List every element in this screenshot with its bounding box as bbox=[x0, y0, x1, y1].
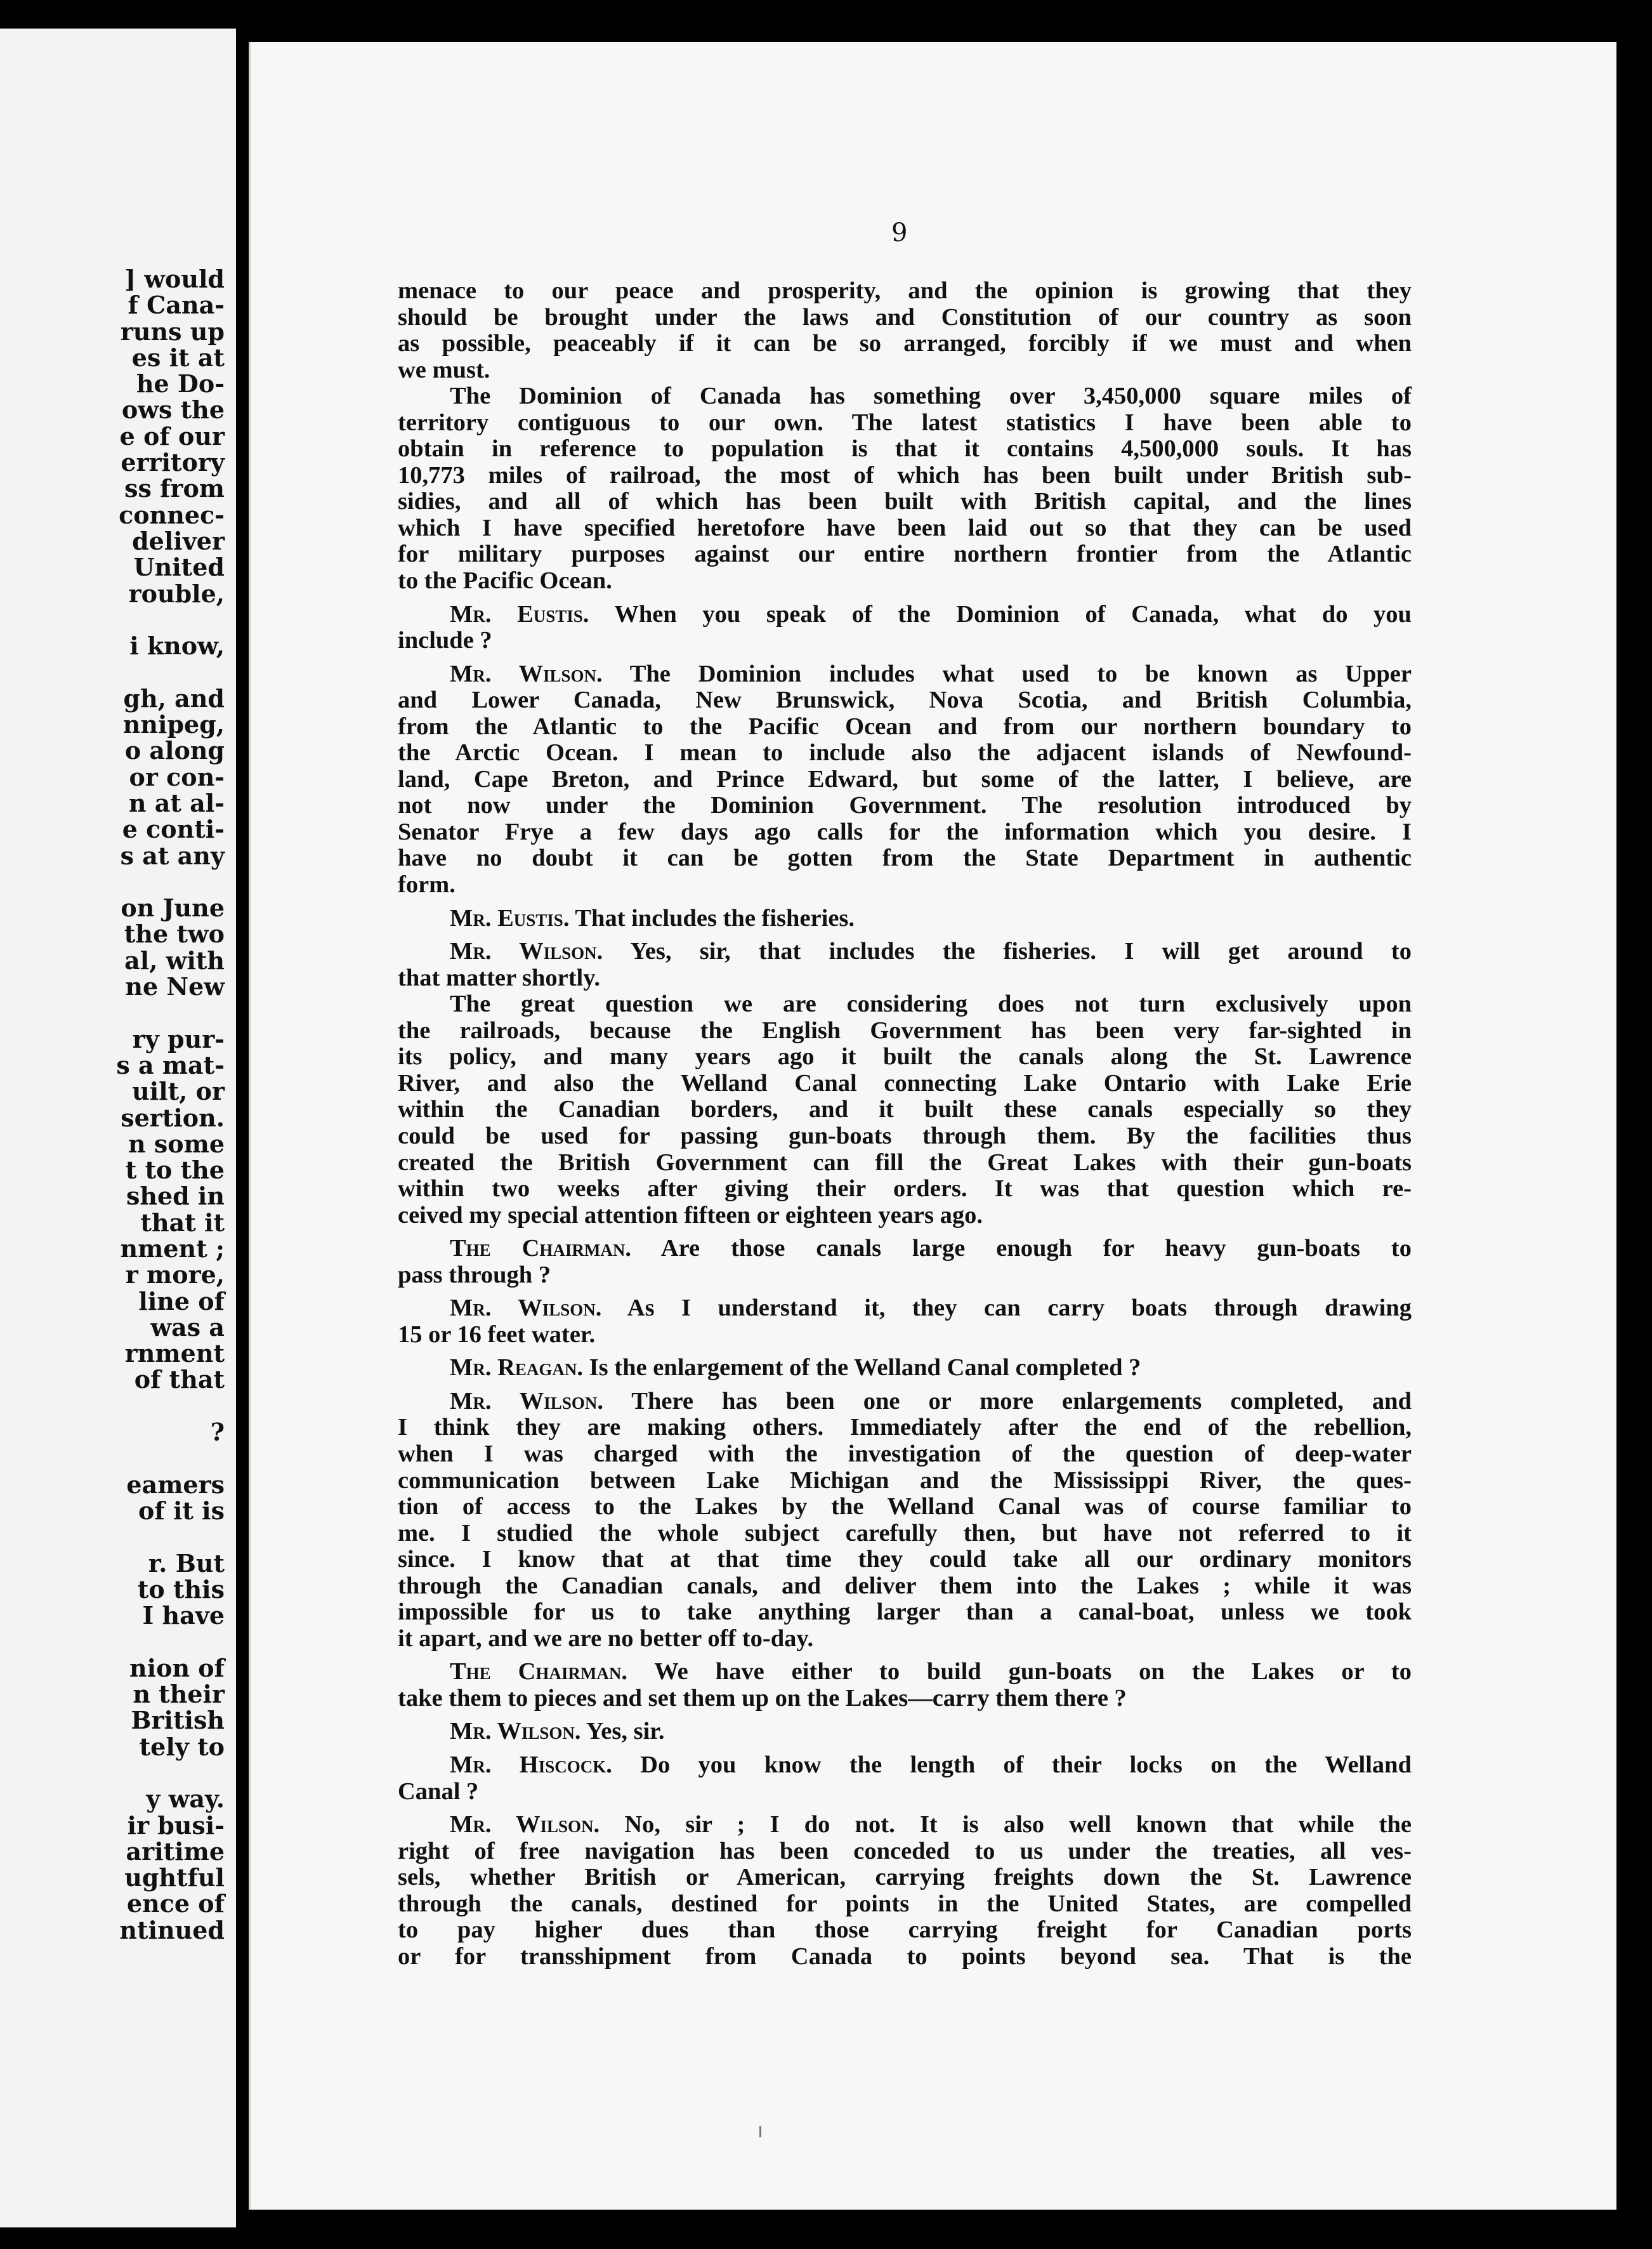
line-text: to pay higher dues than those carrying freight for Canadian ports bbox=[398, 1916, 1412, 1944]
text-line bbox=[398, 991, 1412, 1018]
facing-page-fragment: ] would bbox=[124, 265, 225, 293]
facing-page-fragment: al, with bbox=[124, 946, 225, 975]
text-line bbox=[398, 357, 1412, 384]
facing-page-fragment: s at any bbox=[120, 841, 225, 870]
facing-page-fragment: t to the bbox=[125, 1156, 225, 1185]
text-line bbox=[398, 1599, 1412, 1626]
facing-page-fragment: s a mat- bbox=[116, 1050, 225, 1079]
facing-page-fragment: tely to bbox=[139, 1732, 225, 1761]
line-text: to the Pacific Ocean. bbox=[398, 567, 612, 595]
line-text: That includes the fisheries. bbox=[569, 904, 855, 932]
facing-page-fragment: connec- bbox=[119, 500, 225, 529]
speaker-name: Mr. Wilson. bbox=[450, 938, 603, 965]
speaker-name: Mr. Wilson. bbox=[450, 660, 603, 687]
facing-page-fragment: rnment bbox=[124, 1339, 225, 1368]
text-line bbox=[398, 515, 1412, 542]
facing-page-fragment: ence of bbox=[126, 1889, 225, 1918]
facing-page-fragment: sertion. bbox=[121, 1103, 225, 1132]
line-text: The Dominion of Canada has something over 3,450,000 square miles of bbox=[450, 383, 1412, 410]
text-line bbox=[398, 383, 1412, 410]
line-text: tion of access to the Lakes by the Welland Canal was of course familiar to bbox=[398, 1493, 1412, 1520]
text-line bbox=[398, 939, 1412, 965]
facing-page-fragment bbox=[15, 659, 225, 685]
text-line bbox=[398, 1891, 1412, 1918]
text-line bbox=[398, 1355, 1412, 1382]
facing-page-fragment: eamers bbox=[126, 1470, 225, 1499]
text-line bbox=[398, 1917, 1412, 1944]
facing-page-edge bbox=[0, 29, 236, 2227]
facing-page-fragment: ows the bbox=[121, 395, 225, 425]
facing-page-fragment: i know, bbox=[129, 631, 225, 661]
line-text: through the Canadian canals, and deliver them into the Lakes ; while it was bbox=[398, 1572, 1412, 1599]
text-line bbox=[398, 1176, 1412, 1203]
line-text: should be brought under the laws and Constitution of our country as soon bbox=[398, 303, 1412, 331]
line-text: since. I know that at that time they could take all our ordinary monitors bbox=[398, 1546, 1412, 1573]
line-text: ceived my special attention fifteen or eighteen years ago. bbox=[398, 1201, 983, 1229]
speaker-name: Mr. Wilson. bbox=[450, 1295, 602, 1322]
facing-page-fragment: ne New bbox=[125, 972, 225, 1001]
text-line bbox=[398, 1388, 1412, 1415]
text-line bbox=[398, 1494, 1412, 1520]
facing-page-fragment bbox=[15, 1445, 225, 1471]
facing-page-fragment: deliver bbox=[132, 526, 225, 555]
line-text: Is the enlargement of the Welland Canal completed ? bbox=[583, 1354, 1141, 1382]
text-line bbox=[398, 1415, 1412, 1441]
facing-page-fragment: of it is bbox=[138, 1496, 225, 1525]
line-text: Canal ? bbox=[398, 1777, 479, 1805]
facing-page-fragment: ry pur- bbox=[132, 1024, 225, 1053]
text-line bbox=[398, 906, 1412, 932]
line-text: 10,773 miles of railroad, the most of which has been built under British sub- bbox=[398, 461, 1412, 489]
facing-page-fragment: rouble, bbox=[128, 579, 225, 608]
text-line bbox=[398, 819, 1412, 846]
line-text: impossible for us to take anything larger than a canal-boat, unless we took bbox=[398, 1599, 1412, 1626]
text-line bbox=[398, 602, 1412, 628]
text-line bbox=[398, 1123, 1412, 1150]
line-text: communication between Lake Michigan and the Mississippi River, the ques- bbox=[398, 1467, 1412, 1494]
line-text: the Arctic Ocean. I mean to include also the adjacent islands of Newfound- bbox=[398, 739, 1412, 767]
facing-page-fragment: n their bbox=[133, 1680, 225, 1709]
line-text: when I was charged with the investigation of the question of deep-water bbox=[398, 1440, 1412, 1467]
line-text: Do you know the length of their locks on the Welland bbox=[612, 1751, 1412, 1778]
facing-page-fragment: British bbox=[131, 1706, 225, 1735]
line-text: sidies, and all of which has been built with British capital, and the lines bbox=[398, 488, 1412, 515]
facing-page-fragment: ntinued bbox=[119, 1915, 225, 1944]
text-line bbox=[398, 410, 1412, 437]
line-text: through the canals, destined for points in the United States, are compelled bbox=[398, 1890, 1412, 1917]
line-text: We have either to build gun-boats on the Lakes or to bbox=[627, 1658, 1412, 1685]
text-line bbox=[398, 1295, 1412, 1322]
text-line bbox=[398, 740, 1412, 767]
line-text: form. bbox=[398, 871, 456, 899]
facing-page-fragment bbox=[15, 1393, 225, 1419]
line-text: No, sir ; I do not. It is also well known that while the bbox=[600, 1811, 1412, 1838]
line-text: pass through ? bbox=[398, 1261, 551, 1288]
facing-page-fragment: ughtful bbox=[124, 1863, 225, 1892]
facing-page-fragment: ss from bbox=[124, 474, 225, 503]
facing-page-fragment: e conti- bbox=[122, 815, 225, 844]
facing-page-fragment: n at al- bbox=[128, 788, 225, 817]
line-text: The Dominion includes what used to be known as Upper bbox=[602, 660, 1412, 687]
line-text: I think they are making others. Immediately after the end of the rebellion, bbox=[398, 1414, 1412, 1441]
facing-page-fragment: ? bbox=[210, 1418, 225, 1447]
line-text: land, Cape Breton, and Prince Edward, but some of the latter, I believe, are bbox=[398, 765, 1412, 793]
facing-page-fragment bbox=[15, 607, 225, 633]
text-line bbox=[398, 1573, 1412, 1600]
text-line bbox=[398, 489, 1412, 515]
text-line bbox=[398, 1520, 1412, 1547]
text-line bbox=[398, 541, 1412, 568]
speaker-name: Mr. Reagan. bbox=[450, 1354, 584, 1382]
text-line bbox=[398, 1044, 1412, 1071]
facing-page-fragment: the two bbox=[124, 920, 225, 949]
text-line bbox=[398, 436, 1412, 463]
line-text: which I have specified heretofore have been laid out so that they can be used bbox=[398, 514, 1412, 541]
line-text: we must. bbox=[398, 356, 490, 383]
facing-page-fragment: nment ; bbox=[120, 1234, 225, 1263]
line-text: include ? bbox=[398, 627, 492, 654]
facing-page-fragment: r. But bbox=[148, 1548, 225, 1578]
line-text: When you speak of the Dominion of Canada, what do you bbox=[589, 600, 1412, 628]
facing-page-fragment bbox=[15, 999, 225, 1026]
facing-page-fragment bbox=[15, 1524, 225, 1550]
speaker-name: The Chairman. bbox=[450, 1658, 628, 1685]
line-text: Are those canals large enough for heavy gun-boats to bbox=[631, 1235, 1412, 1262]
line-text: me. I studied the whole subject carefully then, but have not referred to it bbox=[398, 1519, 1412, 1547]
facing-page-fragment: uilt, or bbox=[132, 1077, 225, 1106]
text-line bbox=[398, 872, 1412, 899]
line-text: from the Atlantic to the Pacific Ocean and from our northern boundary to bbox=[398, 713, 1412, 740]
text-line bbox=[398, 1071, 1412, 1097]
text-line bbox=[398, 1262, 1412, 1289]
line-text: it apart, and we are no better off to-day. bbox=[398, 1625, 814, 1652]
facing-page-fragment: ir busi- bbox=[127, 1810, 225, 1840]
line-text: could be used for passing gun-boats through them. By the facilities thus bbox=[398, 1122, 1412, 1149]
speaker-name: Mr. Hiscock. bbox=[450, 1751, 612, 1778]
line-text: 15 or 16 feet water. bbox=[398, 1321, 596, 1348]
facing-page-fragment: line of bbox=[138, 1286, 225, 1316]
text-line bbox=[398, 463, 1412, 489]
facing-page-fragment: to this bbox=[137, 1574, 225, 1604]
text-line bbox=[398, 1718, 1412, 1745]
line-text: right of free navigation has been conceded to us under the treaties, all ves- bbox=[398, 1837, 1412, 1864]
text-line bbox=[398, 628, 1412, 654]
line-text: As I understand it, they can carry boats through drawing bbox=[601, 1295, 1412, 1322]
facing-page-fragment: that it bbox=[140, 1208, 225, 1237]
text-line bbox=[398, 1018, 1412, 1045]
facing-page-fragment: of that bbox=[134, 1365, 225, 1394]
line-text: Senator Frye a few days ago calls for the information which you desire. I bbox=[398, 818, 1412, 845]
facing-page-fragment: r more, bbox=[125, 1260, 225, 1289]
text-line bbox=[398, 1097, 1412, 1123]
line-text: have no doubt it can be gotten from the State Department in authentic bbox=[398, 845, 1412, 872]
facing-page-fragment: n some bbox=[128, 1129, 225, 1158]
facing-page-fragment: shed in bbox=[126, 1182, 225, 1211]
facing-page-fragment: nnipeg, bbox=[122, 710, 225, 739]
line-text: its policy, and many years ago it built the canals along the St. Lawrence bbox=[398, 1043, 1412, 1071]
line-text: that matter shortly. bbox=[398, 964, 600, 991]
facing-page-fragment: on June bbox=[121, 894, 225, 923]
text-line bbox=[398, 1944, 1412, 1970]
facing-page-fragment: e of our bbox=[119, 421, 225, 451]
line-text: The great question we are considering does not turn exclusively upon bbox=[450, 991, 1412, 1018]
text-line bbox=[398, 331, 1412, 357]
text-line bbox=[398, 1547, 1412, 1573]
facing-page-fragment: aritime bbox=[126, 1837, 225, 1866]
line-text: or for transshipment from Canada to points beyond sea. That is the bbox=[398, 1942, 1412, 1970]
text-line bbox=[398, 1838, 1412, 1865]
facing-page-fragment: y way. bbox=[146, 1784, 225, 1814]
text-line bbox=[398, 305, 1412, 331]
facing-page-fragment: es it at bbox=[131, 343, 225, 372]
text-line bbox=[398, 1468, 1412, 1494]
speaker-name: Mr. Wilson. bbox=[450, 1718, 581, 1745]
text-line bbox=[398, 965, 1412, 992]
text-line bbox=[398, 1626, 1412, 1652]
facing-page-fragment: I have bbox=[142, 1601, 225, 1630]
facing-page-fragment: United bbox=[133, 553, 225, 582]
line-text: created the British Government can fill the Great Lakes with their gun-boats bbox=[398, 1149, 1412, 1176]
facing-page-fragment: was a bbox=[150, 1312, 225, 1342]
line-text: as possible, peaceably if it can be so arranged, forcibly if we must and when bbox=[398, 330, 1412, 357]
facing-page-fragment: f Cana- bbox=[128, 291, 225, 320]
text-line bbox=[398, 1203, 1412, 1229]
facing-page-fragment: or con- bbox=[129, 762, 225, 791]
text-line bbox=[398, 568, 1412, 595]
line-text: and Lower Canada, New Brunswick, Nova Scotia, and British Columbia, bbox=[398, 687, 1412, 714]
text-line bbox=[398, 1685, 1412, 1712]
line-text: Yes, sir, that includes the fisheries. I will get around to bbox=[603, 938, 1412, 965]
line-text: take them to pieces and set them up on the Lakes—carry them there ? bbox=[398, 1684, 1127, 1711]
text-line bbox=[398, 1812, 1412, 1838]
facing-page-fragment bbox=[15, 1628, 225, 1654]
text-line bbox=[398, 661, 1412, 688]
line-text: for military purposes against our entire northern frontier from the Atlantic bbox=[398, 541, 1412, 568]
facing-page-fragment: runs up bbox=[120, 317, 225, 346]
facing-page-text-fragments bbox=[15, 266, 225, 1943]
facing-page-fragment: nion of bbox=[129, 1653, 225, 1682]
line-text: sels, whether British or American, carrying freights down the St. Lawrence bbox=[398, 1864, 1412, 1891]
text-line bbox=[398, 1441, 1412, 1468]
line-text: within the Canadian borders, and it built these canals especially so they bbox=[398, 1096, 1412, 1123]
line-text: the railroads, because the English Government has been very far-sighted in bbox=[398, 1017, 1412, 1044]
line-text: territory contiguous to our own. The latest statistics I have been able to bbox=[398, 409, 1412, 436]
facing-page-fragment: o along bbox=[124, 736, 225, 765]
text-line bbox=[398, 1779, 1412, 1805]
text-line bbox=[398, 1150, 1412, 1177]
text-line bbox=[398, 687, 1412, 714]
text-line bbox=[398, 1752, 1412, 1779]
text-line bbox=[398, 714, 1412, 741]
speaker-name: Mr. Wilson. bbox=[450, 1387, 603, 1415]
speaker-name: Mr. Wilson. bbox=[450, 1811, 600, 1838]
facing-page-fragment: erritory bbox=[121, 448, 225, 477]
line-text: Yes, sir. bbox=[580, 1718, 665, 1745]
line-text: within two weeks after giving their orders. It was that question which re- bbox=[398, 1175, 1412, 1203]
facing-page-fragment: gh, and bbox=[123, 683, 225, 713]
text-line bbox=[398, 1236, 1412, 1262]
scan-speck bbox=[759, 2126, 761, 2137]
text-line bbox=[398, 1659, 1412, 1685]
body-text bbox=[398, 278, 1412, 1970]
speaker-name: Mr. Eustis. bbox=[450, 904, 570, 932]
speaker-name: The Chairman. bbox=[450, 1235, 631, 1262]
line-text: not now under the Dominion Government. The resolution introduced by bbox=[398, 792, 1412, 819]
facing-page-fragment bbox=[15, 1760, 225, 1786]
text-line bbox=[398, 767, 1412, 793]
line-text: River, and also the Welland Canal connecting Lake Ontario with Lake Erie bbox=[398, 1069, 1412, 1097]
page-number: 9 bbox=[891, 218, 908, 247]
speaker-name: Mr. Eustis. bbox=[450, 600, 589, 628]
text-line bbox=[398, 278, 1412, 305]
line-text: menace to our peace and prosperity, and the opinion is growing that they bbox=[398, 277, 1412, 304]
facing-page-fragment: he Do- bbox=[136, 369, 225, 399]
line-text: There has been one or more enlargements completed, and bbox=[603, 1387, 1412, 1415]
facing-page-fragment bbox=[15, 869, 225, 895]
line-text: obtain in reference to population is that it contains 4,500,000 souls. It has bbox=[398, 435, 1412, 463]
text-line bbox=[398, 1322, 1412, 1349]
text-line bbox=[398, 793, 1412, 819]
text-line bbox=[398, 845, 1412, 872]
text-line bbox=[398, 1864, 1412, 1891]
